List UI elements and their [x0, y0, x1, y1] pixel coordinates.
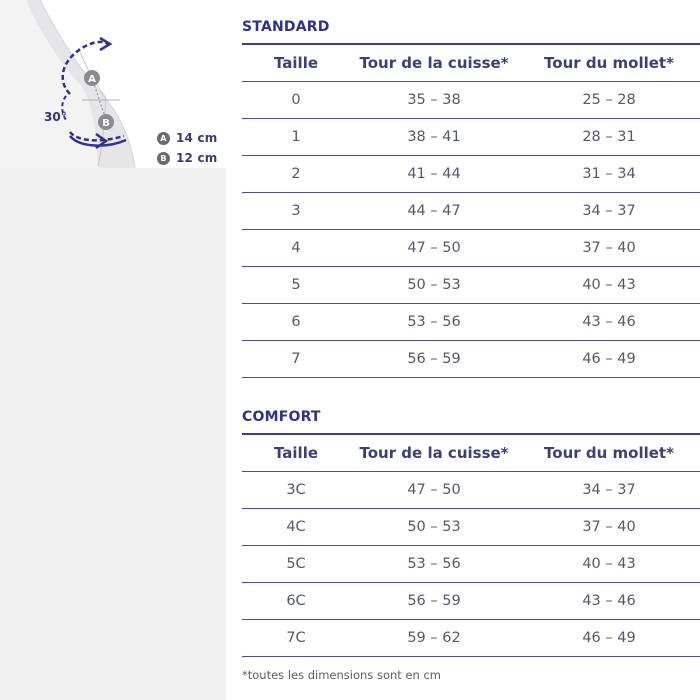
comfort-table [242, 433, 700, 657]
angle-label: 30° [44, 110, 67, 124]
cell-cuisse: 56 – 59 [407, 593, 461, 609]
table-row [242, 509, 700, 546]
cell-cuisse: 44 – 47 [407, 203, 461, 219]
legend-value-a: 14 cm [176, 131, 218, 145]
cell-mollet: 25 – 28 [582, 92, 636, 108]
cell-taille: 7C [286, 630, 306, 646]
header-mollet: Tour du mollet* [544, 444, 674, 462]
cell-mollet: 34 – 37 [582, 482, 636, 498]
cell-mollet: 31 – 34 [582, 166, 636, 182]
knee-measurement-diagram [0, 0, 226, 168]
cell-taille: 6 [291, 314, 301, 330]
header-mollet: Tour du mollet* [544, 54, 674, 72]
table-row [242, 267, 700, 304]
cell-cuisse: 35 – 38 [407, 92, 461, 108]
cell-cuisse: 38 – 41 [407, 129, 461, 145]
cell-cuisse: 53 – 56 [407, 314, 461, 330]
cell-mollet: 43 – 46 [582, 593, 636, 609]
cell-cuisse: 41 – 44 [407, 166, 461, 182]
cell-mollet: 46 – 49 [582, 351, 636, 367]
svg-text:B: B [102, 118, 110, 129]
cell-mollet: 37 – 40 [582, 519, 636, 535]
table-row [242, 82, 700, 119]
cell-mollet: 40 – 43 [582, 556, 636, 572]
cell-taille: 2 [291, 166, 301, 182]
cell-taille: 7 [291, 351, 301, 367]
legend-row-b [157, 148, 225, 168]
table-row [242, 472, 700, 509]
footnote: *toutes les dimensions sont en cm [242, 668, 441, 682]
cell-cuisse: 50 – 53 [407, 277, 461, 293]
header-cuisse: Tour de la cuisse* [359, 54, 509, 72]
cell-taille: 3 [291, 203, 301, 219]
comfort-title: COMFORT [242, 409, 321, 425]
legend-row-a [157, 128, 225, 148]
cell-taille: 0 [291, 92, 301, 108]
header-taille: Taille [273, 444, 319, 462]
marker-b-icon [98, 114, 114, 130]
cell-cuisse: 50 – 53 [407, 519, 461, 535]
cell-cuisse: 53 – 56 [407, 556, 461, 572]
table-row [242, 193, 700, 230]
cell-mollet: 46 – 49 [582, 630, 636, 646]
table-row [242, 119, 700, 156]
table-row [242, 156, 700, 193]
table-row [242, 230, 700, 267]
cell-cuisse: 47 – 50 [407, 482, 461, 498]
marker-a-icon [84, 70, 100, 86]
legend-badge-b-icon: B [157, 152, 170, 165]
cell-mollet: 43 – 46 [582, 314, 636, 330]
svg-text:A: A [88, 74, 96, 85]
cell-mollet: 40 – 43 [582, 277, 636, 293]
header-cuisse: Tour de la cuisse* [359, 444, 509, 462]
table-row [242, 304, 700, 341]
measurement-legend [157, 128, 225, 168]
cell-taille: 4 [291, 240, 301, 256]
cell-mollet: 37 – 40 [582, 240, 636, 256]
left-panel [0, 0, 226, 700]
cell-mollet: 28 – 31 [582, 129, 636, 145]
cell-mollet: 34 – 37 [582, 203, 636, 219]
table-row [242, 341, 700, 378]
standard-table [242, 43, 700, 378]
table-row [242, 546, 700, 583]
legend-badge-a-icon: A [157, 132, 170, 145]
table-row [242, 620, 700, 657]
table-header-row [242, 45, 700, 82]
cell-taille: 4C [286, 519, 306, 535]
cell-cuisse: 59 – 62 [407, 630, 461, 646]
cell-cuisse: 47 – 50 [407, 240, 461, 256]
cell-taille: 3C [286, 482, 306, 498]
cell-taille: 5 [291, 277, 301, 293]
header-taille: Taille [273, 54, 319, 72]
table-row [242, 583, 700, 620]
cell-cuisse: 56 – 59 [407, 351, 461, 367]
cell-taille: 6C [286, 593, 306, 609]
standard-title: STANDARD [242, 19, 330, 35]
legend-value-b: 12 cm [176, 151, 218, 165]
cell-taille: 5C [286, 556, 306, 572]
table-header-row [242, 435, 700, 472]
cell-taille: 1 [291, 129, 301, 145]
